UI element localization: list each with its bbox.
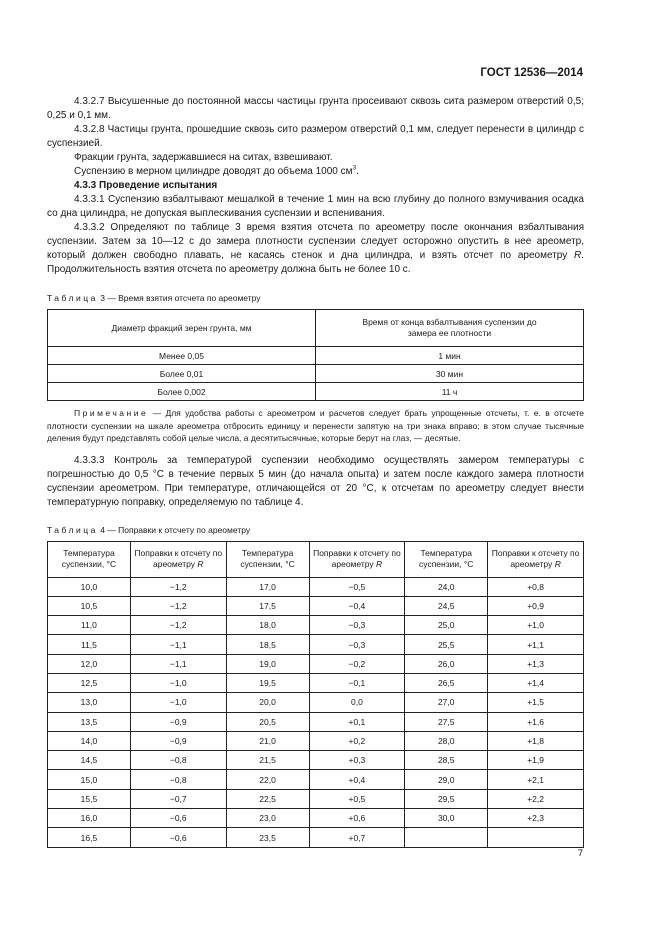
table-cell: +2,2 (488, 789, 584, 808)
table4-header-temp: Температура суспензии, °С (405, 541, 488, 577)
table-cell: 27,5 (405, 712, 488, 731)
table-cell: −1,1 (130, 654, 226, 673)
table-cell: 13,5 (48, 712, 131, 731)
table-cell: +0,5 (309, 789, 405, 808)
table-cell: 11 ч (316, 383, 584, 401)
table4-header-corr (488, 541, 584, 577)
table-cell: −1,2 (130, 596, 226, 615)
table-row (48, 712, 584, 731)
table-cell: 26,0 (405, 654, 488, 673)
table-row (48, 673, 584, 692)
table-cell: 25,5 (405, 635, 488, 654)
table-cell: 18,0 (226, 616, 309, 635)
table-cell: 22,5 (226, 789, 309, 808)
table-cell: −0,7 (130, 789, 226, 808)
note-text: — Для удобства работы с ареометром и расчетов следует брать упрощенные отсчеты, т. е. в отсчете плотности суспензии на шкале ареометра отбросить единицу и перенести запятую на три знака вправо; в этом случае тысячные деления будут представлять собой целые числа, а десятитысячные, которые берут на глаз, — десятые. (47, 408, 584, 443)
table3-header-time: Время от конца взбалтывания суспензии до замера ее плотности (316, 310, 584, 347)
table-cell: 23,5 (226, 828, 309, 847)
para-4-3-3-3: 4.3.3.3 Контроль за температурой суспензии необходимо осуществлять замером температуры с погрешностью до 0,5 °С в течение первых 5 мин (до начала опыта) и затем после каждого замера плотности суспензии ареометром. При температуре, отличающейся от 20 °С, к отсчетам по ареометру следует внести температурную поправку, определяемую по таблице 4. (47, 454, 584, 508)
table3-caption (47, 291, 584, 305)
table-cell: +0,9 (488, 596, 584, 615)
table-cell: −1,0 (130, 673, 226, 692)
table-cell: 17,0 (226, 577, 309, 596)
table-cell: 17,5 (226, 596, 309, 615)
table-cell: +1,0 (488, 616, 584, 635)
para-4-3-3-2-b: . Продолжительность взятия отсчета по ареометру должна быть не более 10 с. (47, 250, 584, 275)
volume-end: . (356, 166, 359, 177)
table-row (48, 809, 584, 828)
table-row (48, 770, 584, 789)
table-row (48, 828, 584, 847)
table-cell: +1,8 (488, 731, 584, 750)
table-cell: −0,1 (309, 673, 405, 692)
para-4-3-3-2 (47, 221, 584, 277)
table4-header-corr (130, 541, 226, 577)
table-cell: −0,5 (309, 577, 405, 596)
table-cell: −0,8 (130, 770, 226, 789)
table-cell: +2,3 (488, 809, 584, 828)
table-cell: 13,0 (48, 693, 131, 712)
table-row (48, 577, 584, 596)
table3-note (47, 407, 584, 445)
table-cell: 19,5 (226, 673, 309, 692)
table-row (48, 731, 584, 750)
para-4-3-2-8: 4.3.2.8 Частицы грунта, прошедшие сквозь сито размером отверстий 0,1 мм, следует перенести в цилиндр с суспензией. (47, 124, 584, 149)
table-cell: −0,3 (309, 616, 405, 635)
page-number: 7 (577, 848, 583, 859)
table4-caption-text: 4 — Поправки к отсчету по ареометру (97, 524, 251, 535)
table-cell: +0,8 (488, 577, 584, 596)
table-cell: −0,3 (309, 635, 405, 654)
table-cell: 28,5 (405, 751, 488, 770)
table-cell: 29,5 (405, 789, 488, 808)
table-cell: 30 мин (316, 365, 584, 383)
table-cell: 16,0 (48, 809, 131, 828)
table-cell: −1,2 (130, 577, 226, 596)
table-cell: −0,2 (309, 654, 405, 673)
table4-header-temp: Температура суспензии, °С (48, 541, 131, 577)
table-cell: −0,6 (130, 828, 226, 847)
table-cell: 24,5 (405, 596, 488, 615)
table-row (48, 654, 584, 673)
table4-header-corr-text: Поправки к отсчету по ареометру (313, 548, 401, 569)
table-row (48, 635, 584, 654)
table-cell: 14,5 (48, 751, 131, 770)
page-content (47, 95, 584, 848)
table-cell: −1,0 (130, 693, 226, 712)
table-cell: +0,3 (309, 751, 405, 770)
table4-body (48, 577, 584, 847)
table-cell: 1 мин (316, 347, 584, 365)
table-cell: 0,0 (309, 693, 405, 712)
table-cell: Более 0,01 (48, 365, 316, 383)
table-cell: −1,2 (130, 616, 226, 635)
volume-unit-exp: 3 (352, 164, 357, 172)
table-cell: 10,5 (48, 596, 131, 615)
table-cell: +0,7 (309, 828, 405, 847)
table-cell: +0,1 (309, 712, 405, 731)
para-4-3-3-2-a: 4.3.3.2 Определяют по таблице 3 время взятия отсчета по ареометру после окончания взбалтывания суспензии. Затем за 10—12 с до замера плотности суспензии следует осторожно опустить в нее ареометр, который должен свободно плавать, не касаясь стенок и дна цилиндра, и взять отсчет по ареометру (47, 222, 584, 261)
table-row (48, 365, 584, 383)
table-cell: +1,3 (488, 654, 584, 673)
table-cell: 16,5 (48, 828, 131, 847)
table4-header-corr-r: R (554, 559, 561, 569)
table-cell (405, 828, 488, 847)
table-3 (47, 309, 584, 401)
table4-header-corr-text: Поправки к отсчету по ареометру (491, 548, 580, 569)
table-cell: +0,6 (309, 809, 405, 828)
table-cell: −0,9 (130, 731, 226, 750)
table-cell: 15,5 (48, 789, 131, 808)
table-cell: 12,0 (48, 654, 131, 673)
table-row (48, 751, 584, 770)
table-cell: 24,0 (405, 577, 488, 596)
table-cell: 22,0 (226, 770, 309, 789)
table-cell: −0,9 (130, 712, 226, 731)
table-cell: +1,9 (488, 751, 584, 770)
table-cell: 21,0 (226, 731, 309, 750)
table-cell: 20,5 (226, 712, 309, 731)
table-cell: +1,6 (488, 712, 584, 731)
table-cell: 11,5 (48, 635, 131, 654)
table4-caption-label: Таблица (47, 524, 98, 535)
table-cell: 21,5 (226, 751, 309, 770)
table-cell: 10,0 (48, 577, 131, 596)
table-cell: 18,5 (226, 635, 309, 654)
table-cell: −0,4 (309, 596, 405, 615)
table-row (48, 693, 584, 712)
table-cell: Менее 0,05 (48, 347, 316, 365)
note-label: Примечание (74, 408, 149, 418)
table-cell: +1,5 (488, 693, 584, 712)
table-cell: 23,0 (226, 809, 309, 828)
table-row (48, 596, 584, 615)
para-volume (47, 165, 584, 179)
table-row (48, 789, 584, 808)
table4-header-temp: Температура суспензии, °С (226, 541, 309, 577)
table-cell: +1,4 (488, 673, 584, 692)
table-cell: 11,0 (48, 616, 131, 635)
table4-header-corr-r: R (197, 559, 204, 569)
heading-4-3-3: 4.3.3 Проведение испытания (74, 180, 218, 191)
table-cell: 30,0 (405, 809, 488, 828)
table-cell: −0,8 (130, 751, 226, 770)
para-fractions: Фракции грунта, задержавшиеся на ситах, взвешивают. (74, 152, 333, 163)
para-4-3-3-1: 4.3.3.1 Суспензию взбалтывают мешалкой в течение 1 мин на всю глубину до полного взмучивания осадка со дна цилиндра, не допуская выплескивания суспензии и вспенивания. (47, 194, 584, 219)
table-row (48, 347, 584, 365)
table3-caption-label: Таблица (47, 293, 98, 303)
table-cell: −1,1 (130, 635, 226, 654)
table-cell (488, 828, 584, 847)
document-id: ГОСТ 12536—2014 (480, 67, 583, 79)
table4-header-corr-text: Поправки к отсчету по ареометру (134, 548, 223, 569)
table-cell: 26,5 (405, 673, 488, 692)
table-row (48, 383, 584, 401)
table-row (48, 616, 584, 635)
table-cell: Более 0,002 (48, 383, 316, 401)
table-cell: 25,0 (405, 616, 488, 635)
para-4-3-2-7: 4.3.2.7 Высушенные до постоянной массы частицы грунта просеивают сквозь сита размером отверстий 0,5; 0,25 и 0,1 мм. (47, 96, 584, 121)
table-cell: 12,5 (48, 673, 131, 692)
table-cell: 15,0 (48, 770, 131, 789)
table-cell: 14,0 (48, 731, 131, 750)
table-cell: 20,0 (226, 693, 309, 712)
table-cell: 29,0 (405, 770, 488, 789)
table4-caption (47, 523, 584, 537)
table-cell: 19,0 (226, 654, 309, 673)
table-cell: +1,1 (488, 635, 584, 654)
table3-caption-text: 3 — Время взятия отсчета по ареометру (97, 293, 261, 303)
table-cell: −0,6 (130, 809, 226, 828)
volume-text: Суспензию в мерном цилиндре доводят до объема 1000 см (74, 166, 353, 177)
table-cell: 28,0 (405, 731, 488, 750)
table-cell: +2,1 (488, 770, 584, 789)
table-cell: +0,2 (309, 731, 405, 750)
table-cell: 27,0 (405, 693, 488, 712)
table-cell: +0,4 (309, 770, 405, 789)
table4-header-corr (309, 541, 405, 577)
table3-header-diameter: Диаметр фракций зерен грунта, мм (48, 310, 316, 347)
table-4 (47, 541, 584, 848)
symbol-r: R (573, 250, 582, 261)
table4-header-corr-r: R (376, 559, 383, 569)
